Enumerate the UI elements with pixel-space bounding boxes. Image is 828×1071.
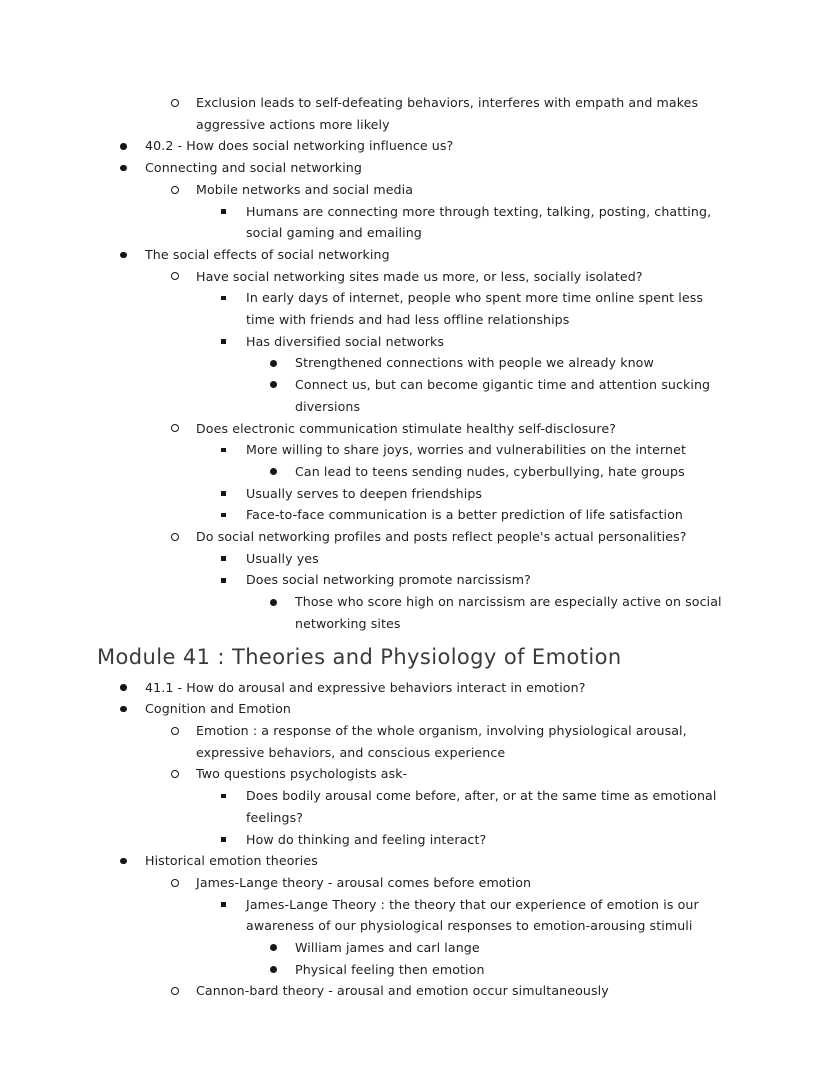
bullet-item-text: In early days of internet, people who spent more time online spent less time with friends and had less offline relationships <box>246 290 704 328</box>
bullet-cell <box>221 483 246 505</box>
bullet-cell <box>270 591 295 613</box>
bullet-item-text: Those who score high on narcissism are especially active on social networking sites <box>295 594 722 631</box>
disc-bullet-icon <box>120 252 127 259</box>
disc-bullet-icon <box>270 468 277 475</box>
bullet-item-text: The social effects of social networking <box>145 246 390 262</box>
bullet-item-text: Mobile networks and social media <box>196 181 414 197</box>
bullet-item-text: Strengthened connections with people we already know <box>295 355 654 371</box>
bullet-cell <box>221 785 246 807</box>
notes-document <box>0 92 728 1002</box>
bullet-item <box>120 850 728 872</box>
bullet-item-text: Have social networking sites made us more, or less, socially isolated? <box>196 268 643 284</box>
bullet-item <box>270 374 728 417</box>
bullet-cell <box>221 829 246 851</box>
section-heading-text: Module 41 : Theories and Physiology of Emotion <box>97 644 622 669</box>
bullet-cell <box>120 698 145 720</box>
disc-bullet-icon <box>120 858 127 865</box>
bullet-cell <box>120 677 145 699</box>
bullet-item <box>120 677 728 699</box>
circle-bullet-icon <box>171 533 179 541</box>
bullet-cell <box>270 461 295 483</box>
disc-bullet-icon <box>270 944 277 951</box>
bullet-item <box>120 157 728 179</box>
bullet-item-text: William james and carl lange <box>295 940 480 956</box>
square-bullet-icon <box>221 448 226 453</box>
bullet-cell <box>221 439 246 461</box>
square-bullet-icon <box>221 491 226 496</box>
bullet-item <box>120 244 728 266</box>
bullet-item-text: Emotion : a response of the whole organism, involving physiological arousal, expressive behaviors, and conscious experience <box>196 722 687 760</box>
bullet-cell <box>270 959 295 981</box>
bullet-item <box>270 461 728 483</box>
bullet-cell <box>120 244 145 266</box>
bullet-cell <box>120 850 145 872</box>
bullet-cell <box>171 92 196 114</box>
bullet-cell <box>171 526 196 548</box>
bullet-cell <box>171 980 196 1002</box>
bullet-item-text: 40.2 - How does social networking influence us? <box>145 138 454 154</box>
bullet-item-text: Connecting and social networking <box>145 160 362 176</box>
bullet-item-text: Exclusion leads to self-defeating behaviors, interferes with empath and makes aggressive actions more likely <box>196 95 699 132</box>
bullet-item-text: Does social networking promote narcissism? <box>246 572 531 588</box>
circle-bullet-icon <box>171 727 179 735</box>
bullet-item <box>171 266 728 288</box>
bullet-item <box>171 92 728 135</box>
bullet-cell <box>221 504 246 526</box>
bullet-item <box>221 548 728 570</box>
bullet-item-text: More willing to share joys, worries and vulnerabilities on the internet <box>246 442 686 458</box>
bullet-item-text: How do thinking and feeling interact? <box>246 831 487 847</box>
square-bullet-icon <box>221 209 226 214</box>
bullet-item-text: Can lead to teens sending nudes, cyberbullying, hate groups <box>295 463 685 479</box>
disc-bullet-icon <box>120 684 127 691</box>
bullet-item-text: Two questions psychologists ask- <box>196 766 408 782</box>
bullet-cell <box>221 201 246 223</box>
bullet-cell <box>171 266 196 288</box>
bullet-item-text: James-Lange theory - arousal comes before emotion <box>196 874 532 890</box>
bullet-cell <box>270 374 295 396</box>
bullet-item <box>270 591 728 634</box>
bullet-item-text: Do social networking profiles and posts reflect people's actual personalities? <box>196 529 687 545</box>
bullet-item-text: Historical emotion theories <box>145 853 318 869</box>
bullet-item <box>221 483 728 505</box>
bullet-item <box>221 829 728 851</box>
square-bullet-icon <box>221 837 226 842</box>
bullet-item <box>221 439 728 461</box>
bullet-item <box>171 526 728 548</box>
circle-bullet-icon <box>171 99 179 107</box>
bullet-item-text: Usually serves to deepen friendships <box>246 485 483 501</box>
circle-bullet-icon <box>171 770 179 778</box>
bullet-item <box>171 179 728 201</box>
disc-bullet-icon <box>270 966 277 973</box>
bullet-item-text: Cannon-bard theory - arousal and emotion occur simultaneously <box>196 983 609 999</box>
bullet-cell <box>171 179 196 201</box>
bullet-item <box>171 418 728 440</box>
bullet-item <box>270 937 728 959</box>
bullet-item-text: Does bodily arousal come before, after, or at the same time as emotional feelings? <box>246 788 717 825</box>
bullet-item <box>270 959 728 981</box>
disc-bullet-icon <box>270 381 277 388</box>
bullet-cell <box>171 872 196 894</box>
bullet-item <box>120 698 728 720</box>
square-bullet-icon <box>221 513 226 518</box>
bullet-item-text: Does electronic communication stimulate healthy self-disclosure? <box>196 420 617 436</box>
bullet-item <box>171 872 728 894</box>
bullet-cell <box>120 157 145 179</box>
bullet-item <box>221 785 728 828</box>
bullet-item <box>270 352 728 374</box>
circle-bullet-icon <box>171 879 179 887</box>
square-bullet-icon <box>221 578 226 583</box>
bullet-item <box>221 331 728 353</box>
bullet-cell <box>221 287 246 309</box>
disc-bullet-icon <box>270 599 277 606</box>
bullet-cell <box>171 720 196 742</box>
disc-bullet-icon <box>120 706 127 713</box>
circle-bullet-icon <box>171 272 179 280</box>
bullet-item-text: 41.1 - How do arousal and expressive behaviors interact in emotion? <box>145 679 586 695</box>
square-bullet-icon <box>221 296 226 301</box>
circle-bullet-icon <box>171 424 179 432</box>
bullet-cell <box>221 569 246 591</box>
bullet-cell <box>221 894 246 916</box>
square-bullet-icon <box>221 794 226 799</box>
bullet-item <box>221 201 728 244</box>
bullet-item-text: Usually yes <box>246 550 319 566</box>
bullet-cell <box>120 135 145 157</box>
bullet-cell <box>270 937 295 959</box>
bullet-item <box>221 287 728 330</box>
bullet-item <box>171 763 728 785</box>
bullet-item-text: Cognition and Emotion <box>145 701 291 717</box>
bullet-item <box>171 720 728 763</box>
circle-bullet-icon <box>171 987 179 995</box>
bullet-item <box>221 504 728 526</box>
circle-bullet-icon <box>171 186 179 194</box>
bullet-item <box>221 894 728 937</box>
bullet-item-text: Humans are connecting more through texting, talking, posting, chatting, social gaming and emailing <box>246 203 712 241</box>
square-bullet-icon <box>221 556 226 561</box>
disc-bullet-icon <box>270 360 277 367</box>
square-bullet-icon <box>221 339 226 344</box>
square-bullet-icon <box>221 902 226 907</box>
disc-bullet-icon <box>120 165 127 172</box>
bullet-cell <box>171 763 196 785</box>
bullet-cell <box>221 331 246 353</box>
disc-bullet-icon <box>120 143 127 150</box>
bullet-item-text: Has diversified social networks <box>246 333 445 349</box>
bullet-item-text: Face-to-face communication is a better prediction of life satisfaction <box>246 507 683 523</box>
bullet-item <box>120 135 728 157</box>
bullet-cell <box>270 352 295 374</box>
bullet-item-text: Connect us, but can become gigantic time and attention sucking diversions <box>295 377 711 414</box>
bullet-item-text: Physical feeling then emotion <box>295 961 485 977</box>
bullet-item-text: James-Lange Theory : the theory that our experience of emotion is our awareness of our physiological responses to emotion-arousing stimuli <box>246 896 699 934</box>
bullet-cell <box>221 548 246 570</box>
section-heading <box>97 642 728 673</box>
bullet-item <box>171 980 728 1002</box>
bullet-item <box>221 569 728 591</box>
bullet-cell <box>171 418 196 440</box>
